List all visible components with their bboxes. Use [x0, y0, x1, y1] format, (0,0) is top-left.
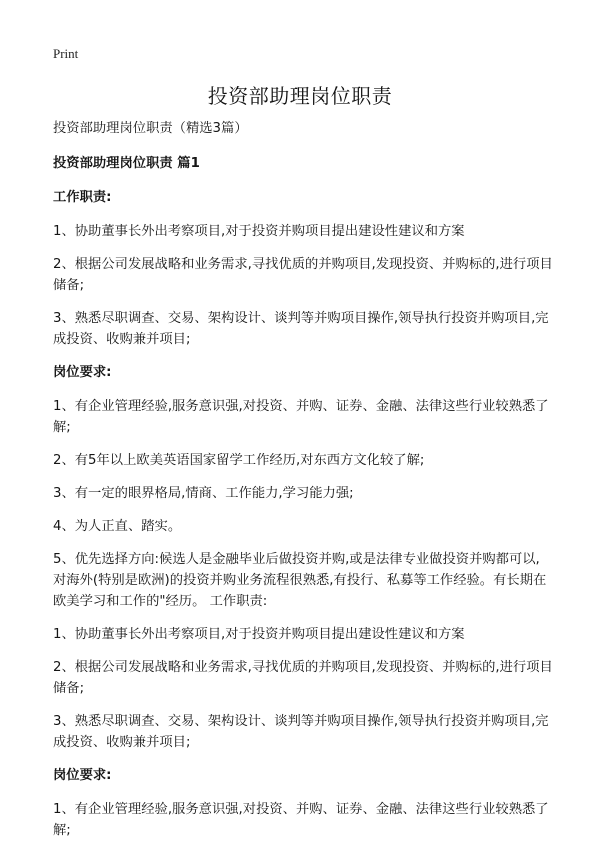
- list-item: 1、有企业管理经验,服务意识强,对投资、并购、证券、金融、法律这些行业较熟悉了解;: [53, 399, 549, 435]
- print-label: Print: [53, 46, 79, 61]
- list-item: 2、有5年以上欧美英语国家留学工作经历,对东西方文化较了解;: [53, 453, 425, 468]
- section-heading-requirements-2: 岗位要求:: [53, 768, 112, 783]
- section-heading-requirements: 岗位要求:: [53, 365, 112, 380]
- section-heading-responsibilities: 工作职责:: [53, 190, 112, 205]
- list-item: 4、为人正直、踏实。: [53, 519, 182, 534]
- document-body: [53, 118, 553, 853]
- list-item: 1、有企业管理经验,服务意识强,对投资、并购、证券、金融、法律这些行业较熟悉了解;: [53, 802, 549, 838]
- list-item: 3、熟悉尽职调查、交易、架构设计、谈判等并购项目操作,领导执行投资并购项目,完成投资、收购兼并项目;: [53, 311, 549, 347]
- list-item: 2、根据公司发展战略和业务需求,寻找优质的并购项目,发现投资、并购标的,进行项目储备;: [53, 660, 553, 696]
- document-subtitle: 投资部助理岗位职责（精选3篇）: [53, 121, 248, 136]
- list-item: 1、协助董事长外出考察项目,对于投资并购项目提出建设性建议和方案: [53, 627, 465, 642]
- list-item: 1、协助董事长外出考察项目,对于投资并购项目提出建设性建议和方案: [53, 224, 465, 239]
- list-item: 5、优先选择方向:候选人是金融毕业后做投资并购,或是法律专业做投资并购都可以,对海外(特别是欧洲)的投资并购业务流程很熟悉,有投行、私募等工作经验。有长期在欧美学习和工作的"经历。 工作职责:: [53, 552, 547, 609]
- list-item: 3、有一定的眼界格局,情商、工作能力,学习能力强;: [53, 486, 354, 501]
- page-title: 投资部助理岗位职责: [207, 84, 393, 108]
- article-heading: 投资部助理岗位职责 篇1: [53, 156, 200, 171]
- list-item: 3、熟悉尽职调查、交易、架构设计、谈判等并购项目操作,领导执行投资并购项目,完成投资、收购兼并项目;: [53, 714, 549, 750]
- list-item: 2、根据公司发展战略和业务需求,寻找优质的并购项目,发现投资、并购标的,进行项目储备;: [53, 257, 553, 293]
